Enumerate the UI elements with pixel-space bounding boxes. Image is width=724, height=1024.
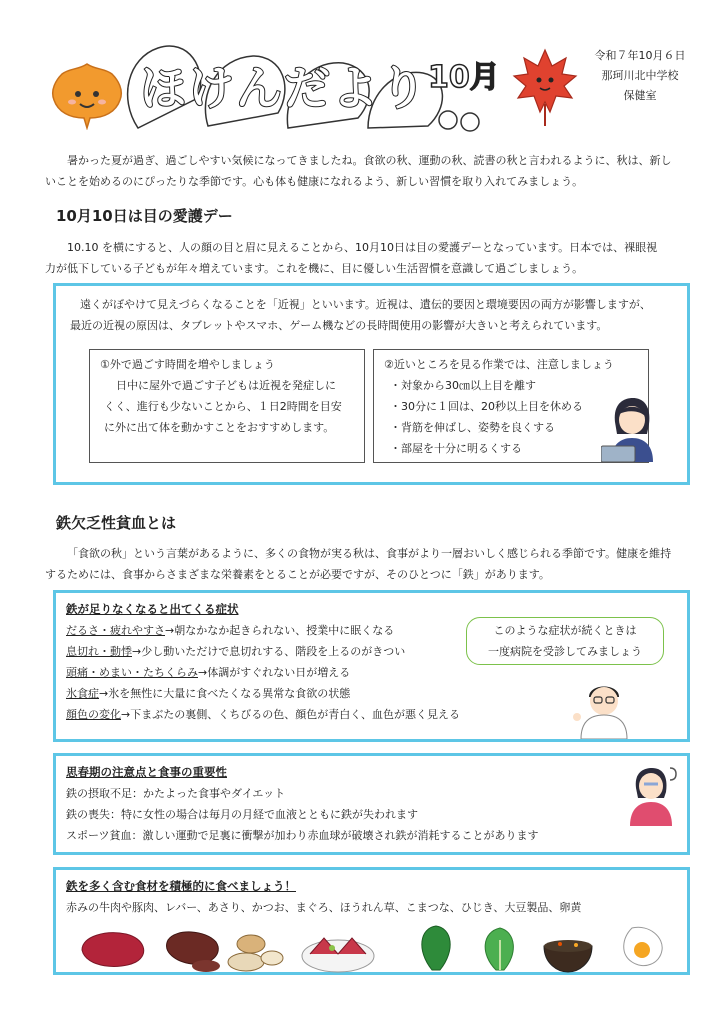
myopia-box bbox=[53, 283, 690, 485]
intro-paragraph: 暑かった夏が過ぎ、過ごしやすい気候になってきましたね。食欲の秋、運動の秋、読書の秋と言われるように、秋は、新し いことを始めるのにぴったりな季節です。心も体も健康になれるよう、新しい習慣を取り入れてみましょう。 bbox=[45, 154, 672, 188]
eye-day-paragraph: 10.10 を横にすると、人の顔の目と眉に見えることから、10月10日は目の愛護デーとなっています。日本では、裸眼視 力が低下している子どもが年々増えています。これを機に、目に優しい生活習慣を意識して過ごしましょう。 bbox=[45, 241, 658, 275]
tip-outdoor-box: ①外で過ごす時間を増やしましょう 日中に屋外で過ごす子どもは近視を発症しに くく、進行も少ないことから、１日2時間を目安 に外に出て体を動かすことをおすすめします。 bbox=[89, 349, 365, 463]
foods-list: 赤みの牛肉や豚肉、レバー、あさり、かつお、まぐろ、ほうれん草、こまつな、ひじき、大豆製品、卵黄 bbox=[66, 901, 582, 914]
tip-near-work-box: ②近いところを見る作業では、注意しましょう ・対象から30㎝以上目を離す ・30分に１回は、20秒以上目を休める ・背筋を伸ばし、姿勢を良くする ・部屋を十分に明るくする bbox=[373, 349, 649, 463]
symptom-item: 息切れ・動悸→少し動いただけで息切れする、階段を上るのがきつい bbox=[66, 645, 406, 658]
orange-leaf-character-icon bbox=[48, 60, 126, 130]
red-maple-leaf-character-icon bbox=[512, 48, 578, 128]
puberty-heading: 思春期の注意点と食事の重要性 bbox=[66, 765, 227, 779]
eye-day-heading: 10月10日は目の愛護デー bbox=[56, 207, 233, 225]
page-title: ほけんだより bbox=[140, 61, 428, 115]
symptoms-heading: 鉄が足りなくなると出てくる症状 bbox=[66, 602, 239, 616]
foods-box bbox=[53, 867, 690, 975]
school-name: 那珂川北中学校 bbox=[601, 69, 679, 82]
puberty-line: 鉄の喪失：特に女性の場合は毎月の月経で血液とともに鉄が失われます bbox=[66, 808, 418, 821]
iron-anemia-paragraph: 「食欲の秋」という言葉があるように、多くの食物が実る秋は、食事がより一層おいしく感じられる季節です。健康を維持 するためには、食事からさまざまな栄養素をとることが必要ですが、そのひとつに「鉄」があります。 bbox=[45, 547, 672, 581]
header bbox=[0, 0, 724, 140]
doctor-icon bbox=[571, 677, 637, 739]
symptom-item: 頭痛・めまい・たちくらみ→体調がすぐれない日が増える bbox=[66, 666, 351, 679]
puberty-line: スポーツ貧血：激しい運動で足裏に衝撃が加わり赤血球が破壊され鉄が消耗することがあります bbox=[66, 829, 539, 842]
puberty-box bbox=[53, 753, 690, 855]
symptom-item: だるさ・疲れやすさ→朝なかなか起きられない、授業中に眠くなる bbox=[66, 624, 395, 637]
symptoms-box bbox=[53, 590, 690, 742]
month-label: 10月 bbox=[428, 60, 500, 95]
iron-rich-foods-icon bbox=[76, 920, 676, 974]
puberty-line: 鉄の摂取不足：かたよった食事やダイエット bbox=[66, 787, 286, 800]
iron-anemia-heading: 鉄欠乏性貧血とは bbox=[56, 514, 177, 532]
myopia-description: 遠くがぼやけて見えづらくなることを「近視」といいます。近視は、遺伝的要因と環境要因の両方が影響しますが、 最近の近視の原因は、タブレットやスマホ、ゲーム機などの長時間使用の影響が大きいと考えられています。 bbox=[70, 298, 651, 332]
tip-outdoor-title: ①外で過ごす時間を増やしましょう bbox=[100, 358, 275, 371]
dizzy-girl-icon bbox=[624, 762, 682, 826]
issue-date: 令和７年10月６日 bbox=[594, 49, 686, 62]
tip-near-work-title: ②近いところを見る作業では、注意しましょう bbox=[384, 358, 614, 371]
doctor-advice-bubble: このような症状が続くときは 一度病院を受診してみましょう bbox=[466, 617, 664, 665]
girl-with-laptop-icon bbox=[601, 394, 661, 464]
symptom-item: 顔色の変化→下まぶたの裏側、くちびるの色、顔色が青白く、血色が悪く見える bbox=[66, 708, 460, 721]
office-name: 保健室 bbox=[623, 89, 657, 102]
school-info bbox=[580, 46, 700, 106]
foods-heading: 鉄を多く含む食材を積極的に食べましょう！ bbox=[66, 879, 296, 893]
symptom-item: 氷食症→氷を無性に大量に食べたくなる異常な食欲の状態 bbox=[66, 687, 351, 700]
